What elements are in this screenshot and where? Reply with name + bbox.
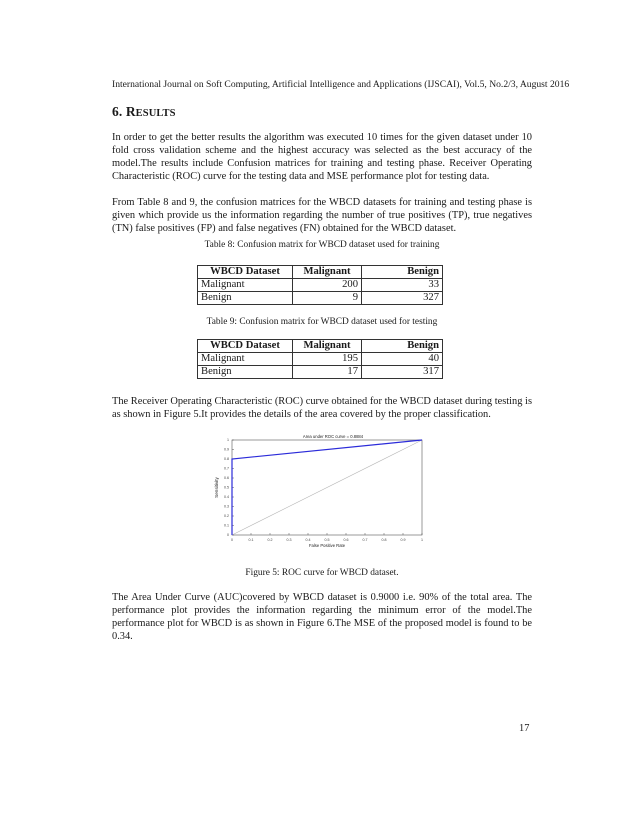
journal-header: International Journal on Soft Computing, Artificial Intelligence and Applications (IJSCAI), Vol.5, No.2/3, August 2016 <box>112 79 570 90</box>
x-tick-label: 0.3 <box>286 538 292 542</box>
section-number: 6. <box>112 104 126 119</box>
x-tick-label: 0.6 <box>343 538 349 542</box>
y-tick-label: 0.1 <box>224 523 229 528</box>
table-row <box>198 279 443 292</box>
table8-header-row <box>198 266 443 279</box>
table8-caption: Table 8: Confusion matrix for WBCD dataset used for training <box>204 240 440 250</box>
x-tick-label: 0.9 <box>400 538 406 542</box>
series-reference-line <box>232 440 422 535</box>
page-number: 17 <box>519 723 530 734</box>
x-tick-label: 0.7 <box>362 538 368 542</box>
paragraph-roc: The Receiver Operating Characteristic (ROC) curve obtained for the WBCD dataset during testing is as shown in Figure 5.It provides the details of the area covered by the proper classification. <box>112 396 532 421</box>
table8-cell: 327 <box>362 292 443 305</box>
section-title-rest: ESULTS <box>135 108 176 119</box>
y-tick-label: 0.2 <box>224 514 229 519</box>
table9-header-malignant: Malignant <box>293 340 362 353</box>
table9-caption: Table 9: Confusion matrix for WBCD dataset used for testing <box>206 317 438 327</box>
table8-row-label: Benign <box>198 292 293 305</box>
paragraph-tables: From Table 8 and 9, the confusion matrices for the WBCD datasets for training and testing phase is given which provide us the information regarding the number of true positives (TP), true negatives (TN) false positives (FP) and false negatives (FN) obtained for the WBCD dataset. <box>112 197 532 235</box>
table8-header-malignant: Malignant <box>293 266 362 279</box>
x-tick-label: 0.2 <box>267 538 273 542</box>
table-row <box>198 292 443 305</box>
table9-cell: 40 <box>362 353 443 366</box>
table8-header-benign: Benign <box>362 266 443 279</box>
table9-header-dataset: WBCD Dataset <box>198 340 293 353</box>
x-tick-label: 0 <box>231 538 233 542</box>
paragraph-intro: In order to get the better results the algorithm was executed 10 times for the given dataset under 10 fold cross validation scheme and the highest accuracy was selected as the best accuracy of the model.The results include Confusion matrices for training and testing phase. Receiver Operating Characteristic (ROC) curve for the testing data and MSE performance plot for testing data. <box>112 132 532 183</box>
y-tick-label: 1 <box>227 438 229 443</box>
y-tick-label: 0.8 <box>224 457 229 462</box>
x-tick-label: 0.4 <box>305 538 311 542</box>
x-tick-label: 0.8 <box>381 538 387 542</box>
y-axis-label: Sensitivity <box>214 477 219 498</box>
y-tick-label: 0.9 <box>224 447 229 452</box>
table9 <box>197 339 443 379</box>
table9-row-label: Benign <box>198 366 293 379</box>
table9-header-row <box>198 340 443 353</box>
y-tick-label: 0.3 <box>224 504 229 509</box>
y-tick-label: 0.6 <box>224 476 229 481</box>
y-tick-label: 0 <box>227 533 229 538</box>
paragraph-auc: The Area Under Curve (AUC)covered by WBCD dataset is 0.9000 i.e. 90% of the total area. The performance plot provides the information regarding the minimum error of the model.The performance plot for WBCD is as shown in Figure 6.The MSE of the proposed model is found to be 0.34. <box>112 592 532 643</box>
x-tick-label: 0.5 <box>324 538 330 542</box>
table9-cell: 17 <box>293 366 362 379</box>
x-tick-label: 0.1 <box>248 538 254 542</box>
section-initial: R <box>125 104 136 119</box>
table8-cell: 200 <box>293 279 362 292</box>
section-heading <box>112 104 176 120</box>
table-row <box>198 366 443 379</box>
table9-cell: 317 <box>362 366 443 379</box>
table9-header-benign: Benign <box>362 340 443 353</box>
x-axis-label: False Positive Rate <box>308 543 346 548</box>
roc-chart <box>200 432 440 550</box>
table8-cell: 9 <box>293 292 362 305</box>
chart-title: Area under ROC curve = 0.8884 <box>302 434 364 439</box>
table8-row-label: Malignant <box>198 279 293 292</box>
table8-header-dataset: WBCD Dataset <box>198 266 293 279</box>
table8-cell: 33 <box>362 279 443 292</box>
x-tick-label: 1 <box>421 538 423 542</box>
y-tick-label: 0.4 <box>224 495 229 500</box>
y-tick-label: 0.7 <box>224 466 229 471</box>
table8 <box>197 265 443 305</box>
table9-cell: 195 <box>293 353 362 366</box>
figure5-caption: Figure 5: ROC curve for WBCD dataset. <box>245 568 399 578</box>
table-row <box>198 353 443 366</box>
table9-row-label: Malignant <box>198 353 293 366</box>
y-tick-label: 0.5 <box>224 485 229 490</box>
